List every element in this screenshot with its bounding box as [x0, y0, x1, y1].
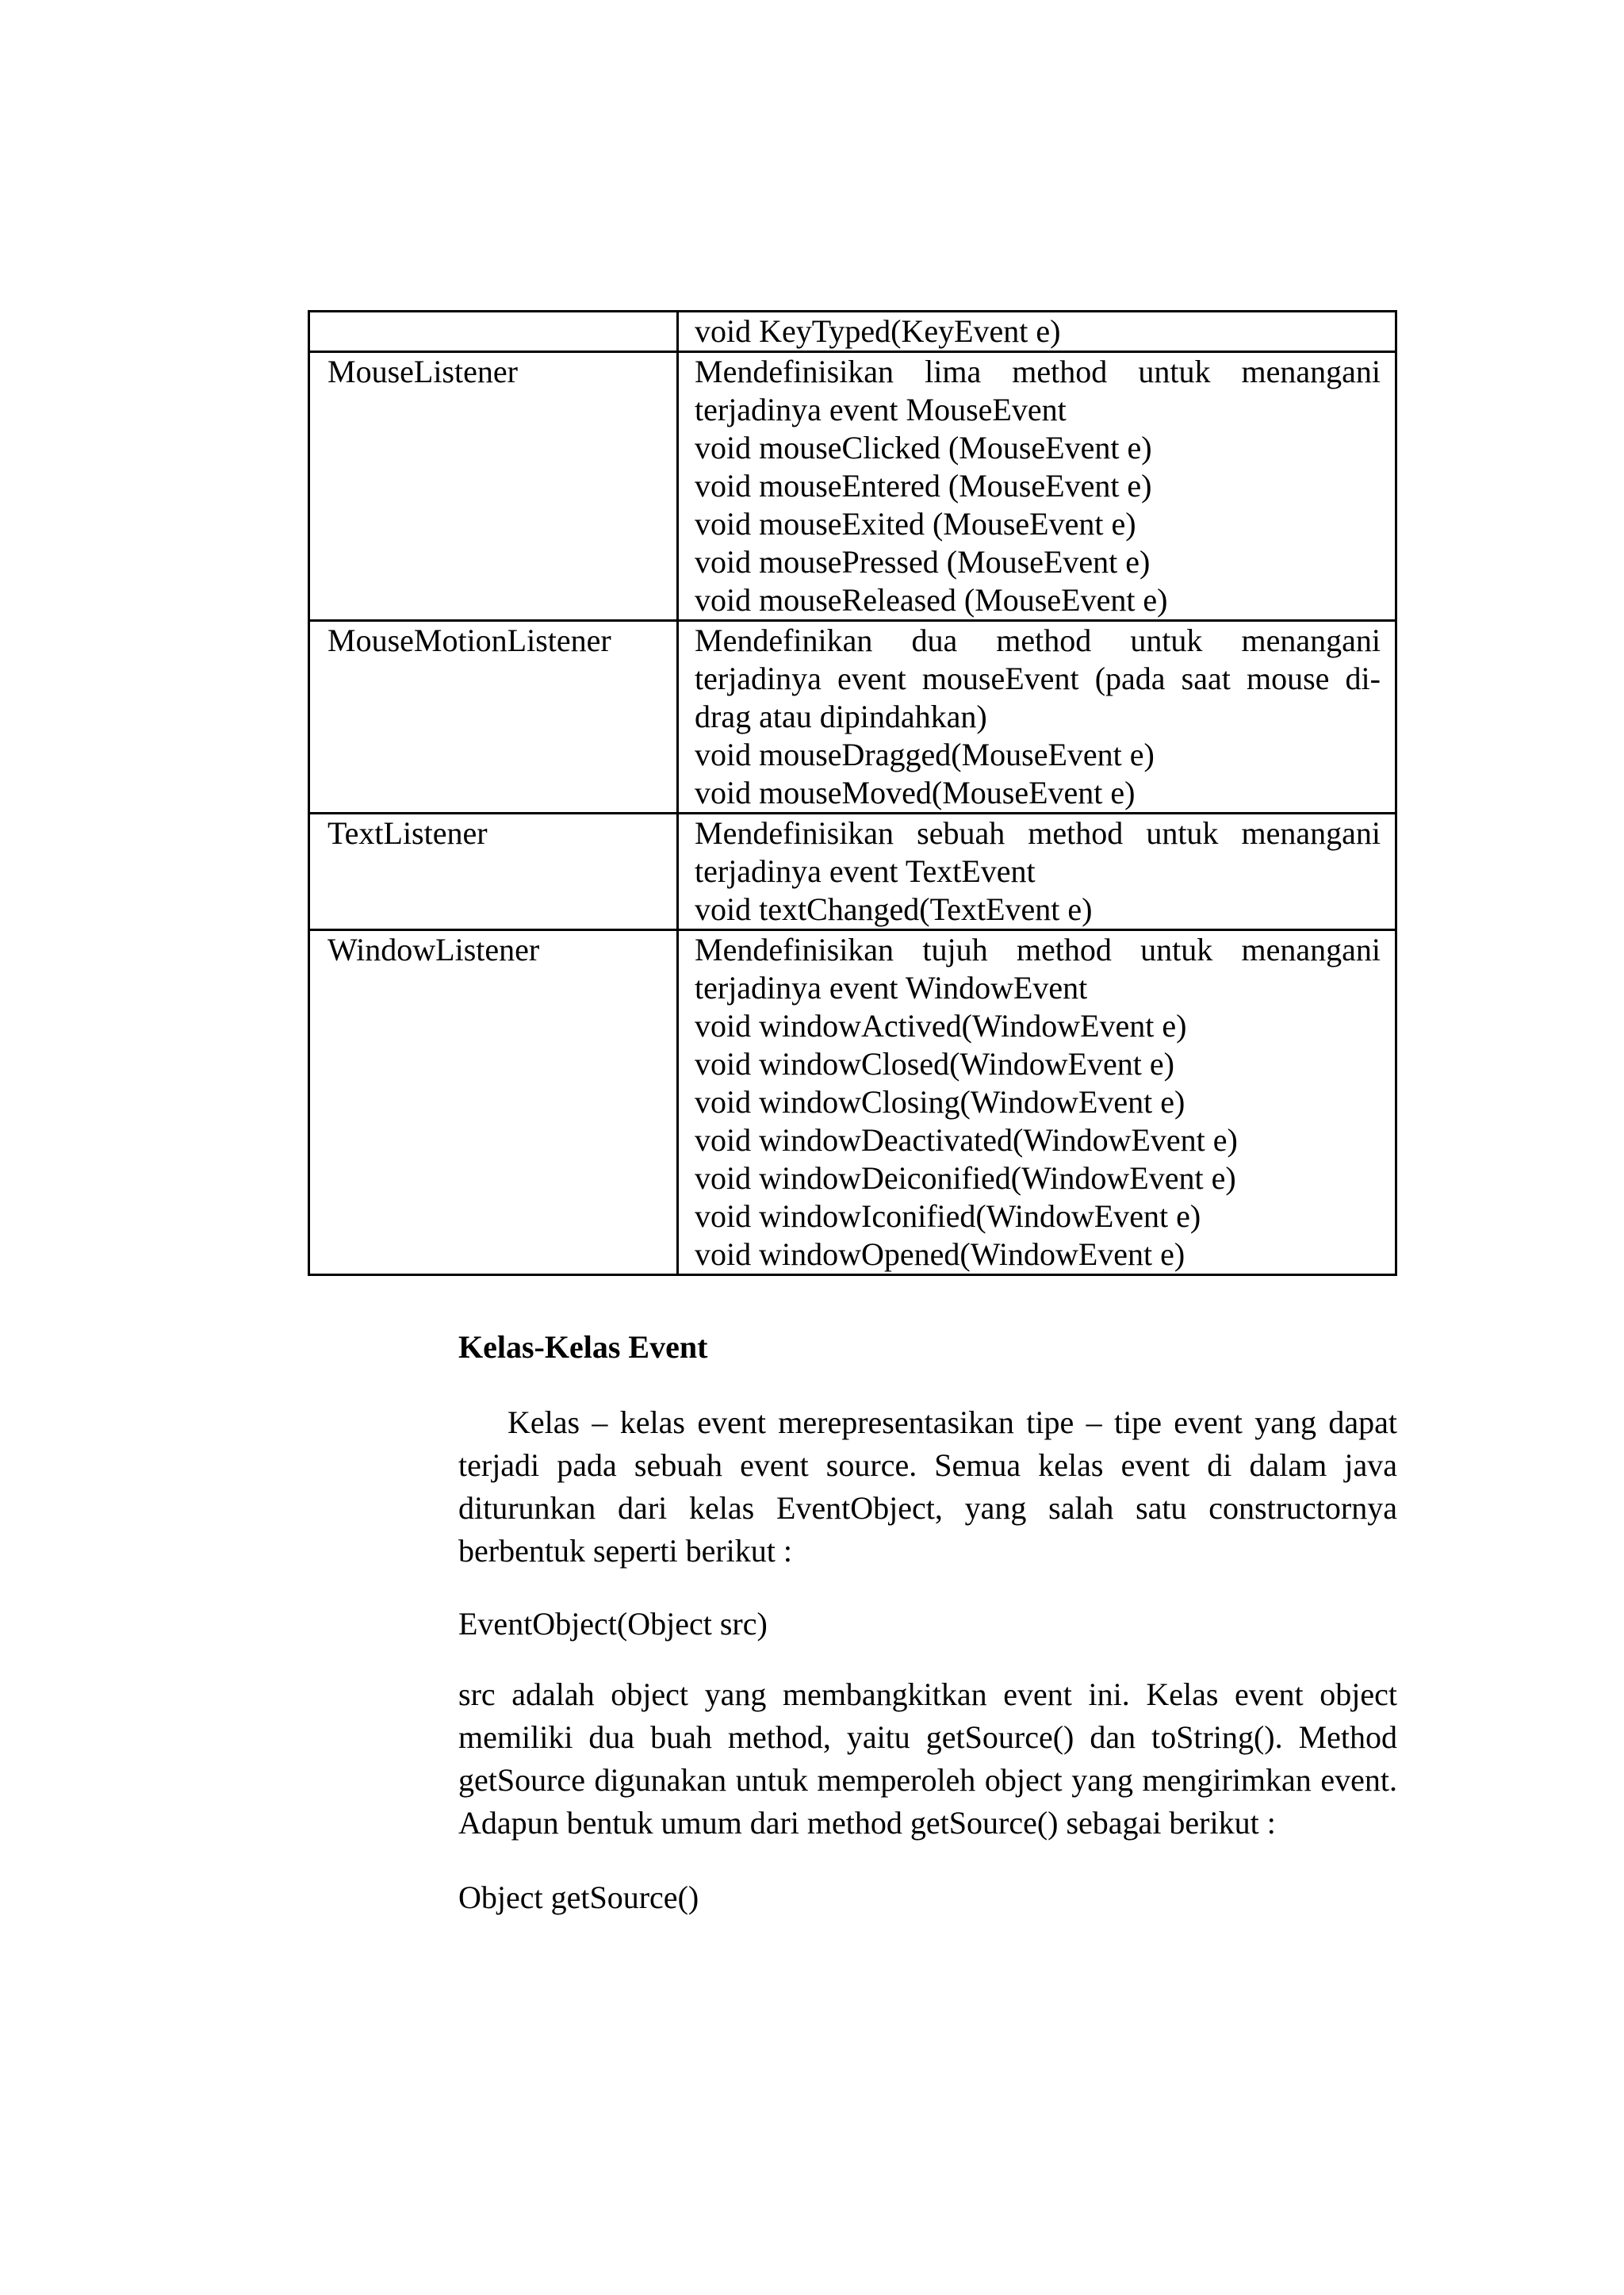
code-snippet: EventObject(Object src) — [458, 1606, 768, 1642]
listener-name-cell — [309, 930, 678, 1275]
listener-name-cell — [309, 352, 678, 621]
body-paragraph: Kelas – kelas event merepresentasikan tipe – tipe event yang dapat terjadi pada sebuah event source. Semua kelas event di dalam java diturunkan dari kelas EventObject, yang salah satu constructornya berbentuk seperti berikut : — [458, 1404, 1397, 1569]
method-signature: void windowDeiconified(WindowEvent e) — [695, 1160, 1236, 1196]
listener-description: Mendefinisikan lima method untuk menangani terjadinya event MouseEvent — [695, 354, 1381, 427]
method-signature: void windowIconified(WindowEvent e) — [695, 1198, 1201, 1234]
method-signature: void KeyTyped(KeyEvent e) — [695, 313, 1061, 349]
method-signature: void mousePressed (MouseEvent e) — [695, 544, 1151, 580]
listener-table — [308, 310, 1397, 1276]
method-signature: void mouseMoved(MouseEvent e) — [695, 775, 1136, 810]
table-row — [309, 352, 1396, 621]
listener-name-cell — [309, 814, 678, 930]
method-signature: void windowActived(WindowEvent e) — [695, 1008, 1187, 1044]
listener-name: WindowListener — [327, 932, 540, 967]
listener-desc-cell — [678, 814, 1396, 930]
listener-desc-cell — [678, 621, 1396, 814]
method-signature: void windowOpened(WindowEvent e) — [695, 1236, 1185, 1272]
listener-desc-cell — [678, 930, 1396, 1275]
listener-table-body — [309, 312, 1396, 1275]
listener-description: Mendefinikan dua method untuk menangani terjadinya event mouseEvent (pada saat mouse di-drag atau dipindahkan) — [695, 623, 1381, 734]
method-signature: void windowClosed(WindowEvent e) — [695, 1046, 1174, 1082]
listener-desc-cell — [678, 352, 1396, 621]
method-signature: void textChanged(TextEvent e) — [695, 891, 1093, 927]
body-paragraph: src adalah object yang membangkitkan event ini. Kelas event object memiliki dua buah method, yaitu getSource() dan toString(). Method getSource digunakan untuk memperoleh object yang mengirimkan event. Adapun bentuk umum dari method getSource() sebagai berikut : — [458, 1676, 1397, 1841]
method-signature: void mouseExited (MouseEvent e) — [695, 506, 1136, 542]
method-signature: void windowClosing(WindowEvent e) — [695, 1084, 1185, 1120]
table-row — [309, 930, 1396, 1275]
table-row — [309, 814, 1396, 930]
table-row — [309, 312, 1396, 352]
section-heading: Kelas-Kelas Event — [458, 1329, 708, 1365]
listener-desc-cell — [678, 312, 1396, 352]
listener-description: Mendefinisikan sebuah method untuk menangani terjadinya event TextEvent — [695, 815, 1381, 889]
method-signature: void mouseClicked (MouseEvent e) — [695, 430, 1152, 466]
table-row — [309, 621, 1396, 814]
listener-name: MouseListener — [327, 354, 518, 389]
listener-name-cell — [309, 621, 678, 814]
code-snippet: Object getSource() — [458, 1879, 699, 1915]
method-signature: void mouseEntered (MouseEvent e) — [695, 468, 1152, 504]
listener-name: MouseMotionListener — [327, 623, 611, 658]
method-signature: void mouseDragged(MouseEvent e) — [695, 737, 1155, 772]
listener-name-cell — [309, 312, 678, 352]
method-signature: void windowDeactivated(WindowEvent e) — [695, 1122, 1238, 1158]
listener-description: Mendefinisikan tujuh method untuk menangani terjadinya event WindowEvent — [695, 932, 1381, 1006]
listener-name: TextListener — [327, 815, 488, 851]
method-signature: void mouseReleased (MouseEvent e) — [695, 582, 1168, 618]
